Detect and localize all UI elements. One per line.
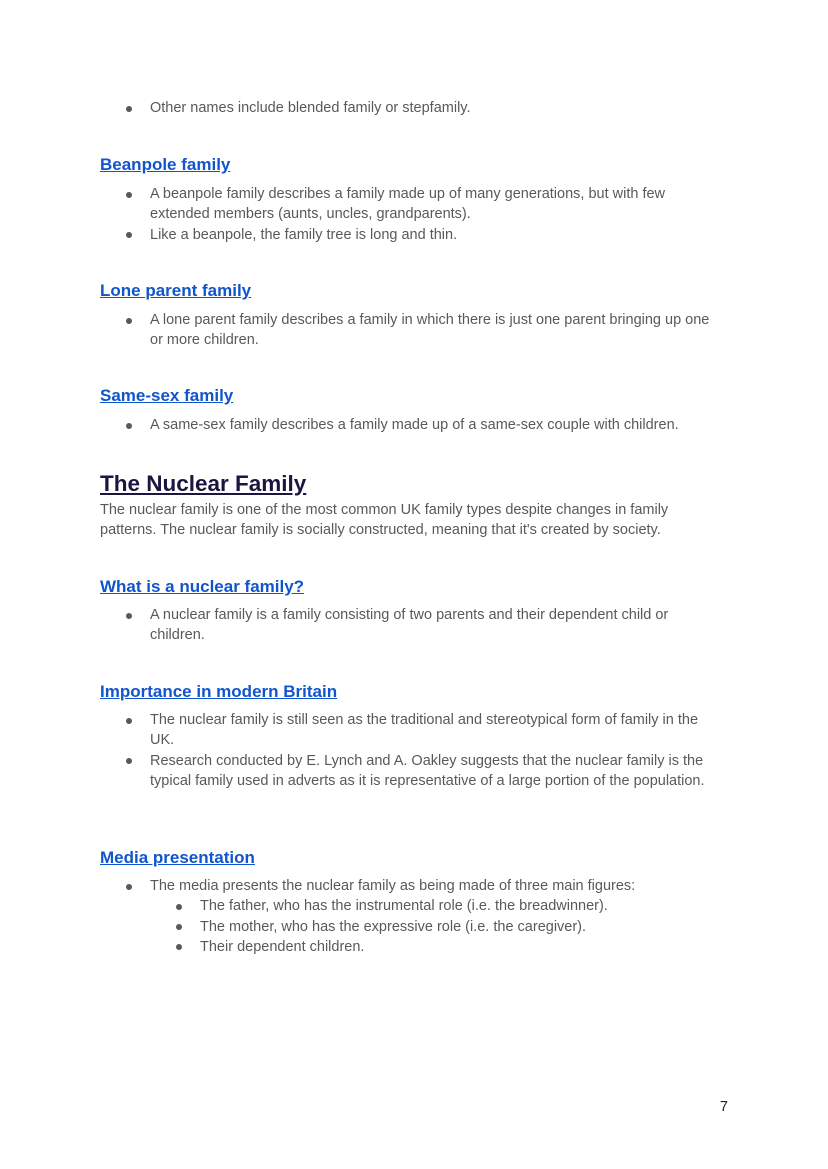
media-list bbox=[100, 876, 720, 957]
nuclear-intro-paragraph: The nuclear family is one of the most common UK family types despite changes in family patterns. The nuclear family is socially constructed, meaning that it's created by society. bbox=[100, 502, 669, 539]
section-heading-same-sex: Same-sex family bbox=[100, 386, 234, 405]
list-item: A nuclear family is a family consisting of two parents and their dependent child or children. bbox=[100, 605, 720, 646]
list-item: The nuclear family is still seen as the traditional and stereotypical form of family in the UK. bbox=[100, 710, 720, 751]
importance-list bbox=[100, 710, 720, 791]
section-heading-beanpole: Beanpole family bbox=[100, 155, 231, 174]
what-is-list bbox=[100, 605, 720, 646]
list-item: The media presents the nuclear family as being made of three main figures: bbox=[100, 876, 720, 896]
same-sex-list bbox=[100, 415, 720, 435]
lone-parent-list bbox=[100, 310, 720, 351]
intro-list bbox=[100, 98, 720, 118]
list-item: Other names include blended family or stepfamily. bbox=[100, 98, 720, 118]
list-item: A lone parent family describes a family in which there is just one parent bringing up one or more children. bbox=[100, 310, 720, 351]
list-item: Research conducted by E. Lynch and A. Oakley suggests that the nuclear family is the typical family used in adverts as it is representative of a large portion of the population. bbox=[100, 751, 720, 792]
beanpole-list bbox=[100, 184, 720, 245]
page-number: 7 bbox=[719, 1099, 728, 1115]
section-heading-lone-parent: Lone parent family bbox=[100, 281, 252, 300]
sub-list-item: Their dependent children. bbox=[100, 937, 720, 957]
list-item: A same-sex family describes a family made up of a same-sex couple with children. bbox=[100, 415, 720, 435]
list-item: A beanpole family describes a family made up of many generations, but with few extended members (aunts, uncles, grandparents). bbox=[100, 184, 720, 225]
list-item: Like a beanpole, the family tree is long and thin. bbox=[100, 225, 720, 245]
page-title-nuclear-family: The Nuclear Family bbox=[100, 471, 307, 496]
sub-list-item: The mother, who has the expressive role (i.e. the caregiver). bbox=[100, 917, 720, 937]
sub-list-item: The father, who has the instrumental role (i.e. the breadwinner). bbox=[100, 896, 720, 916]
section-heading-importance: Importance in modern Britain bbox=[100, 682, 338, 701]
section-heading-media: Media presentation bbox=[100, 848, 255, 867]
section-heading-what-is: What is a nuclear family? bbox=[100, 577, 305, 596]
